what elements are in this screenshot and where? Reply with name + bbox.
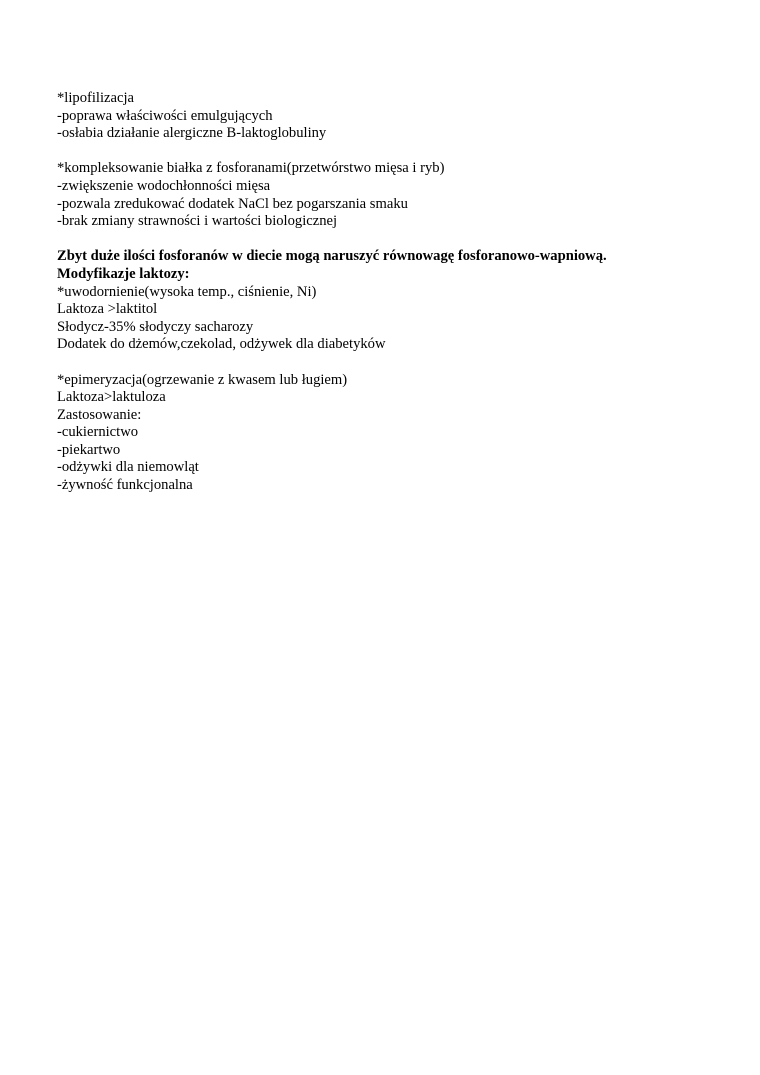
list-item: -osłabia działanie alergiczne B-laktoglobuliny bbox=[57, 125, 327, 142]
list-item: -pozwala zredukować dodatek NaCl bez pogarszania smaku bbox=[57, 195, 408, 212]
blank-line bbox=[57, 143, 717, 161]
list-item: Laktoza>laktuloza bbox=[57, 389, 166, 406]
blank-line bbox=[57, 231, 717, 249]
section-title-modyfikacje-laktozy: Modyfikazje laktozy: bbox=[57, 265, 190, 282]
list-item: -zwiększenie wodochłonności mięsa bbox=[57, 177, 271, 194]
list-item: -żywność funkcjonalna bbox=[57, 477, 193, 494]
list-item: -brak zmiany strawności i wartości biologicznej bbox=[57, 213, 338, 230]
list-item: -poprawa właściwości emulgujących bbox=[57, 107, 273, 124]
list-item: Zastosowanie: bbox=[57, 406, 142, 423]
blank-line bbox=[57, 354, 717, 372]
list-item: -cukiernictwo bbox=[57, 424, 139, 441]
warning-text: Zbyt duże ilości fosforanów w diecie mogą naruszyć równowagę fosforanowo-wapniową. bbox=[57, 248, 607, 265]
list-item: Laktoza >laktitol bbox=[57, 301, 158, 318]
section-heading-lipofilizacja: *lipofilizacja bbox=[57, 90, 134, 106]
section-heading-epimeryzacja: *epimeryzacja(ogrzewanie z kwasem lub ługiem) bbox=[57, 371, 348, 388]
document-body bbox=[57, 90, 717, 495]
list-item: Słodycz-35% słodyczy sacharozy bbox=[57, 318, 254, 335]
section-heading-uwodornienie: *uwodornienie(wysoka temp., ciśnienie, Ni) bbox=[57, 283, 317, 300]
list-item: -piekartwo bbox=[57, 441, 121, 458]
list-item: Dodatek do dżemów,czekolad, odżywek dla diabetyków bbox=[57, 336, 386, 353]
list-item: -odżywki dla niemowląt bbox=[57, 459, 199, 476]
section-heading-kompleksowanie: *kompleksowanie białka z fosforanami(przetwórstwo mięsa i ryb) bbox=[57, 160, 445, 177]
